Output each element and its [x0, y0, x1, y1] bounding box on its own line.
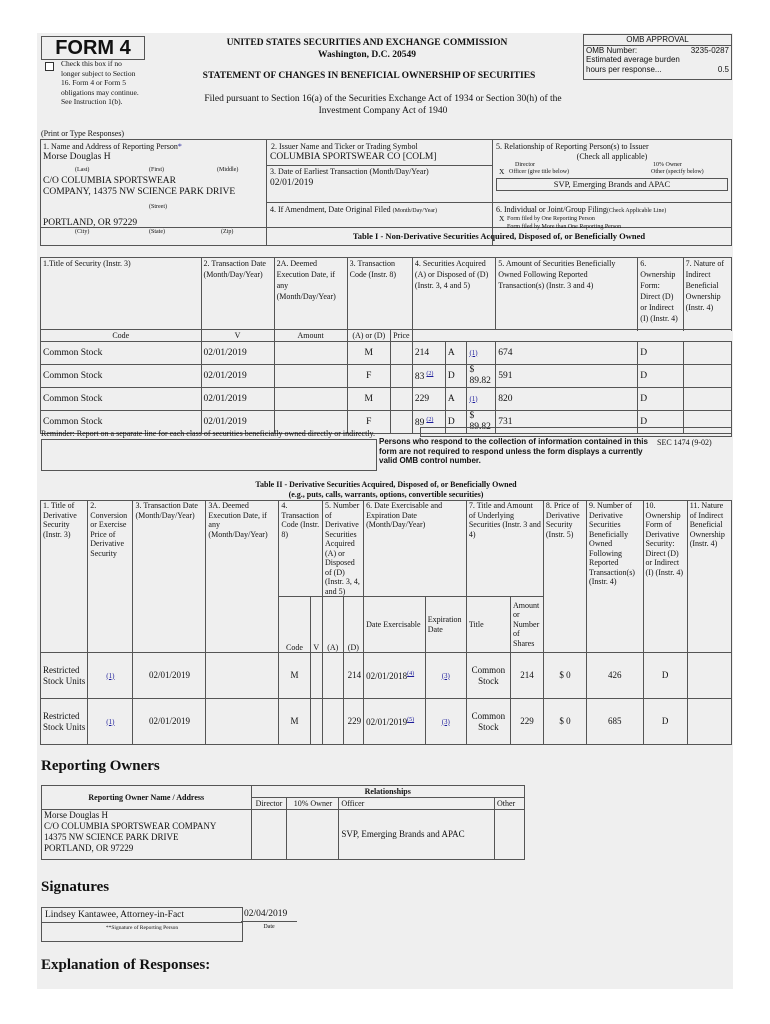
t2-v [310, 653, 322, 699]
footnote-link[interactable]: (3) [441, 717, 450, 726]
item6-option2: Form filed by More than One Reporting Person [507, 224, 622, 230]
t2-deemed-date [206, 699, 279, 745]
address-line1: C/O COLUMBIA SPORTSWEAR [43, 176, 176, 186]
t1-amount-cell [412, 342, 445, 365]
t2-price: $ 0 [543, 699, 586, 745]
street-label: (Street) [149, 204, 167, 210]
t2-conversion-cell [88, 653, 133, 699]
table2-subtitle: (e.g., puts, calls, warrants, options, convertible securities) [288, 490, 484, 499]
t1-deemed-date [274, 388, 347, 411]
t1-sub-v: V [201, 330, 274, 342]
t2-underlying-amount: 214 [511, 653, 544, 699]
t2-sub-amount: Amount or Number of Shares [511, 597, 544, 653]
owner-ten-cell [287, 810, 339, 860]
t2-date-exercisable: 02/01/2018 [366, 671, 408, 681]
owners-relationships: Relationships [251, 786, 525, 798]
t2-underlying-title: Common Stock [466, 653, 510, 699]
statement-title: STATEMENT OF CHANGES IN BENEFICIAL OWNERSHIP OF SECURITIES [202, 71, 536, 81]
reporting-owners-table [41, 785, 525, 860]
t1-a-or-d: D [445, 365, 467, 388]
date-block [241, 907, 297, 940]
table-row [41, 653, 732, 699]
omb-burden-label: Estimated average burden [586, 55, 680, 64]
officer-option: Officer (give title below) [509, 169, 570, 175]
owner-director-cell [251, 810, 287, 860]
t2-nature [687, 653, 731, 699]
t2-underlying-amount: 229 [511, 699, 544, 745]
t1-security-title: Common Stock [41, 342, 202, 365]
no-longer-subject-checkbox[interactable] [45, 62, 54, 71]
signatures-heading: Signatures [41, 879, 110, 895]
t1-transaction-date: 02/01/2019 [201, 388, 274, 411]
t2-deemed-date [206, 653, 279, 699]
t2-h-price: 8. Price of Derivative Security (Instr. 5) [543, 501, 586, 653]
t1-sub-code: Code [41, 330, 202, 342]
owners-col-other: Other [495, 798, 525, 810]
t2-code: M [279, 653, 310, 699]
t1-amount: 214 [414, 347, 430, 358]
item2-label: 2. Issuer Name and Ticker or Trading Symbol [271, 142, 418, 151]
t1-security-title: Common Stock [41, 411, 202, 434]
t2-disposed: 229 [343, 699, 364, 745]
t2-security-title: Restricted Stock Units [41, 653, 88, 699]
t2-transaction-date: 02/01/2019 [133, 699, 206, 745]
t2-h-deemed: 3A. Deemed Execution Date, if any (Month/Day/Year) [206, 501, 279, 653]
issuer-name: COLUMBIA SPORTSWEAR CO [COLM] [270, 152, 437, 162]
officer-mark: X [499, 167, 505, 176]
t1-ownership-form: D [638, 342, 683, 365]
reminder-blank-box [41, 439, 377, 471]
address-line2: COMPANY, 14375 NW SCIENCE PARK DRIVE [43, 187, 236, 197]
state-label: (State) [149, 229, 165, 235]
t1-v [390, 388, 412, 411]
owners-col-officer: Officer [339, 798, 495, 810]
t2-price: $ 0 [543, 653, 586, 699]
t1-amount-cell [412, 365, 445, 388]
t1-code: F [347, 365, 390, 388]
city-label: (City) [75, 229, 90, 235]
form-page [37, 33, 733, 989]
owner-name: Morse Douglas H [44, 810, 108, 820]
t2-h-form: 10. Ownership Form of Derivative Security: Direct (D) or Indirect (I) (Instr. 4) [643, 501, 687, 653]
t2-acquired [323, 653, 344, 699]
t2-expiration-cell [425, 699, 466, 745]
omb-hours: 0.5 [717, 64, 729, 74]
earliest-transaction-date: 02/01/2019 [270, 178, 314, 188]
omb-hours-label: hours per response... [586, 64, 662, 74]
t1-amount: 89 [414, 418, 425, 429]
signature-label: **Signature of Reporting Person [105, 925, 179, 931]
t1-nature [683, 365, 731, 388]
omb-number-label: OMB Number: [586, 45, 638, 55]
t1-price-cell [467, 365, 496, 388]
reminder-top-bar [420, 427, 732, 437]
footnote-link[interactable]: (2) [426, 416, 434, 423]
explanation-heading: Explanation of Responses: [41, 957, 211, 973]
owner-name-address [42, 810, 252, 860]
t1-h-deemed: 2A. Deemed Execution Date, if any (Month/Day/Year) [274, 258, 347, 330]
reminder-text: Reminder: Report on a separate line for each class of securities beneficially owned directly or indirectly. [41, 429, 376, 438]
t2-h-underlying: 7. Title and Amount of Underlying Securities (Instr. 3 and 4) [466, 501, 543, 597]
t1-nature [683, 342, 731, 365]
t1-a-or-d: A [445, 388, 467, 411]
zip-label: (Zip) [221, 229, 234, 235]
footnote-link[interactable]: (4) [407, 671, 415, 677]
footnote-link[interactable]: (1) [106, 717, 115, 726]
item5-sub: (Check all applicable) [576, 152, 648, 161]
t1-v [390, 342, 412, 365]
owner-addr2: 14375 NW SCIENCE PARK DRIVE [44, 832, 179, 842]
t2-ownership-form: D [643, 699, 687, 745]
sec-number: SEC 1474 (9-02) [657, 438, 712, 447]
director-option: Director [515, 162, 535, 168]
item4-label: 4. If Amendment, Date Original Filed [270, 205, 391, 214]
item1-star: * [177, 142, 182, 151]
item3-label: 3. Date of Earliest Transaction (Month/Day/Year) [270, 167, 429, 176]
table1-non-derivative [40, 257, 732, 434]
t1-a-or-d: D [445, 411, 467, 434]
t1-amount-owned: 731 [496, 411, 638, 434]
t2-sub-expiration: Expiration Date [425, 597, 466, 653]
item6-label: 6. Individual or Joint/Group Filing [496, 205, 607, 214]
t2-sub-a: (A) [323, 597, 344, 653]
t2-h-title: 1. Title of Derivative Security (Instr. 3) [41, 501, 88, 653]
t2-h-code: 4. Transaction Code (Instr. 8) [279, 501, 323, 597]
t1-code: F [347, 411, 390, 434]
t1-price: $ 89.82 [469, 411, 491, 432]
item5-label: 5. Relationship of Reporting Person(s) to Issuer [496, 142, 649, 151]
t2-sub-code: Code [279, 597, 310, 653]
t2-h-owned: 9. Number of Derivative Securities Beneficially Owned Following Reported Transaction(s) (Instr. 4) [587, 501, 644, 653]
t2-sub-date-exercisable: Date Exercisable [364, 597, 426, 653]
reporting-owners-heading: Reporting Owners [41, 758, 160, 774]
checkbox-instruction: Check this box if no longer subject to Section 16. Form 4 or Form 5 obligations may continue. See Instruction 1(b). [61, 59, 139, 106]
t2-security-title: Restricted Stock Units [41, 699, 88, 745]
t2-sub-d: (D) [343, 597, 364, 653]
item4-sub: (Month/Day/Year) [392, 208, 438, 214]
reporting-person-name: Morse Douglas H [43, 152, 111, 162]
t2-expiration-cell [425, 653, 466, 699]
table-row [41, 365, 732, 388]
persons-notice: Persons who respond to the collection of information contained in this form are not required to respond unless the form displays a currently valid OMB control number. [379, 437, 648, 465]
t1-transaction-date: 02/01/2019 [201, 365, 274, 388]
t1-security-title: Common Stock [41, 388, 202, 411]
owner-addr1: C/O COLUMBIA SPORTSWEAR COMPANY [44, 821, 217, 831]
t1-transaction-date: 02/01/2019 [201, 411, 274, 434]
signature-date: 02/04/2019 [241, 907, 297, 922]
footnote-link[interactable]: (3) [441, 671, 450, 680]
owner-addr3: PORTLAND, OR 97229 [44, 843, 134, 853]
t2-owned: 426 [587, 653, 644, 699]
t2-underlying-title: Common Stock [466, 699, 510, 745]
t2-exercisable-cell [364, 699, 426, 745]
t1-code: M [347, 388, 390, 411]
t2-h-exercisable: 6. Date Exercisable and Expiration Date (Month/Day/Year) [364, 501, 467, 597]
t2-exercisable-cell [364, 653, 426, 699]
t1-h-title: 1.Title of Security (Instr. 3) [41, 258, 202, 330]
table2-title: Table II - Derivative Securities Acquired, Disposed of, or Beneficially Owned [255, 480, 517, 489]
t1-h-date: 2. Transaction Date (Month/Day/Year) [201, 258, 274, 330]
t1-a-or-d: A [445, 342, 467, 365]
middle-label: (Middle) [217, 167, 239, 173]
print-type-note: (Print or Type Responses) [41, 129, 125, 138]
t2-h-number: 5. Number of Derivative Securities Acquired (A) or Disposed of (D) (Instr. 3, 4, and 5) [323, 501, 364, 597]
owners-col-ten: 10% Owner [287, 798, 339, 810]
filed-pursuant-line2: Investment Company Act of 1940 [318, 106, 448, 116]
omb-title: OMB APPROVAL [584, 35, 731, 46]
t2-sub-title: Title [466, 597, 510, 653]
table-row [41, 388, 732, 411]
t2-v [310, 699, 322, 745]
t1-amount: 229 [414, 393, 430, 404]
t2-transaction-date: 02/01/2019 [133, 653, 206, 699]
t1-amount-owned: 674 [496, 342, 638, 365]
item6-sub: (Check Applicable Line) [606, 208, 667, 214]
t2-acquired [323, 699, 344, 745]
table-row [41, 342, 732, 365]
t1-h-code: 3. Transaction Code (Instr. 8) [347, 258, 412, 330]
table1-title: Table I - Non-Derivative Securities Acquired, Disposed of, or Beneficially Owned [352, 231, 646, 241]
t2-date-exercisable: 02/01/2019 [366, 717, 408, 727]
t1-v [390, 411, 412, 434]
t1-amount: 83 [414, 372, 425, 383]
t1-h-owned: 5. Amount of Securities Beneficially Owned Following Reported Transaction(s) (Instr. 3 and 4) [496, 258, 638, 330]
owner-other-cell [495, 810, 525, 860]
t2-h-nature: 11. Nature of Indirect Beneficial Ownership (Instr. 4) [687, 501, 731, 653]
table2-derivative [40, 500, 732, 745]
t2-h-conversion: 2. Conversion or Exercise Price of Derivative Security [88, 501, 133, 653]
last-label: (Last) [75, 167, 90, 173]
t1-price: $ 89.82 [469, 365, 491, 386]
omb-approval-box [583, 34, 732, 80]
t2-disposed: 214 [343, 653, 364, 699]
t1-nature [683, 388, 731, 411]
t1-security-title: Common Stock [41, 365, 202, 388]
form-title: FORM 4 [41, 36, 145, 60]
omb-number: 3235-0287 [690, 45, 729, 55]
item6-mark: X [499, 214, 505, 223]
t1-v [390, 365, 412, 388]
agency-name: UNITED STATES SECURITIES AND EXCHANGE COMMISSION [226, 38, 508, 48]
footnote-link[interactable]: (1) [469, 348, 478, 357]
t1-amount-cell [412, 388, 445, 411]
t1-price-cell [467, 342, 496, 365]
owners-col-name: Reporting Owner Name / Address [42, 786, 252, 810]
t1-sub-amount: Amount [274, 330, 347, 342]
footnote-link[interactable]: (1) [106, 671, 115, 680]
filed-pursuant-line1: Filed pursuant to Section 16(a) of the Securities Exchange Act of 1934 or Section 30(h) of the [204, 94, 562, 104]
footnote-link[interactable]: (1) [469, 394, 478, 403]
t2-conversion-cell [88, 699, 133, 745]
agency-location: Washington, D.C. 20549 [318, 50, 416, 60]
t2-ownership-form: D [643, 653, 687, 699]
t1-code: M [347, 342, 390, 365]
t2-nature [687, 699, 731, 745]
first-label: (First) [149, 167, 164, 173]
t1-h-securities: 4. Securities Acquired (A) or Disposed of (D) (Instr. 3, 4 and 5) [412, 258, 495, 330]
signer-name: Lindsey Kantawee, Attorney-in-Fact [42, 908, 242, 923]
t1-amount-owned: 820 [496, 388, 638, 411]
officer-title-box: SVP, Emerging Brands and APAC [496, 178, 728, 191]
date-label: Date [263, 924, 275, 930]
footnote-link[interactable]: (5) [407, 717, 415, 723]
t1-sub-price: Price [390, 330, 412, 342]
table-row [41, 699, 732, 745]
owners-col-director: Director [251, 798, 287, 810]
city-line: PORTLAND, OR 97229 [43, 218, 138, 228]
t1-sub-aord: (A) or (D) [347, 330, 390, 342]
t1-h-form: 6. Ownership Form: Direct (D) or Indirect (I) (Instr. 4) [638, 258, 683, 330]
owner-officer-title: SVP, Emerging Brands and APAC [339, 810, 495, 860]
t1-ownership-form: D [638, 388, 683, 411]
t2-sub-v: V [310, 597, 322, 653]
header-grid [40, 139, 732, 246]
t1-price-cell [467, 388, 496, 411]
t1-deemed-date [274, 365, 347, 388]
t1-deemed-date [274, 342, 347, 365]
other-option: Other (specify below) [651, 169, 704, 175]
item6-option1: Form filed by One Reporting Person [507, 216, 595, 222]
footnote-link[interactable]: (2) [426, 370, 434, 377]
t2-h-date: 3. Transaction Date (Month/Day/Year) [133, 501, 206, 653]
item1-label: 1. Name and Address of Reporting Person [43, 142, 178, 151]
t1-ownership-form: D [638, 411, 683, 434]
t2-owned: 685 [587, 699, 644, 745]
t1-amount-owned: 591 [496, 365, 638, 388]
t1-h-nature: 7. Nature of Indirect Beneficial Ownership (Instr. 4) [683, 258, 731, 330]
t1-ownership-form: D [638, 365, 683, 388]
ten-percent-owner-option: 10% Owner [653, 162, 682, 168]
t1-transaction-date: 02/01/2019 [201, 342, 274, 365]
signature-block [41, 907, 243, 942]
t2-code: M [279, 699, 310, 745]
